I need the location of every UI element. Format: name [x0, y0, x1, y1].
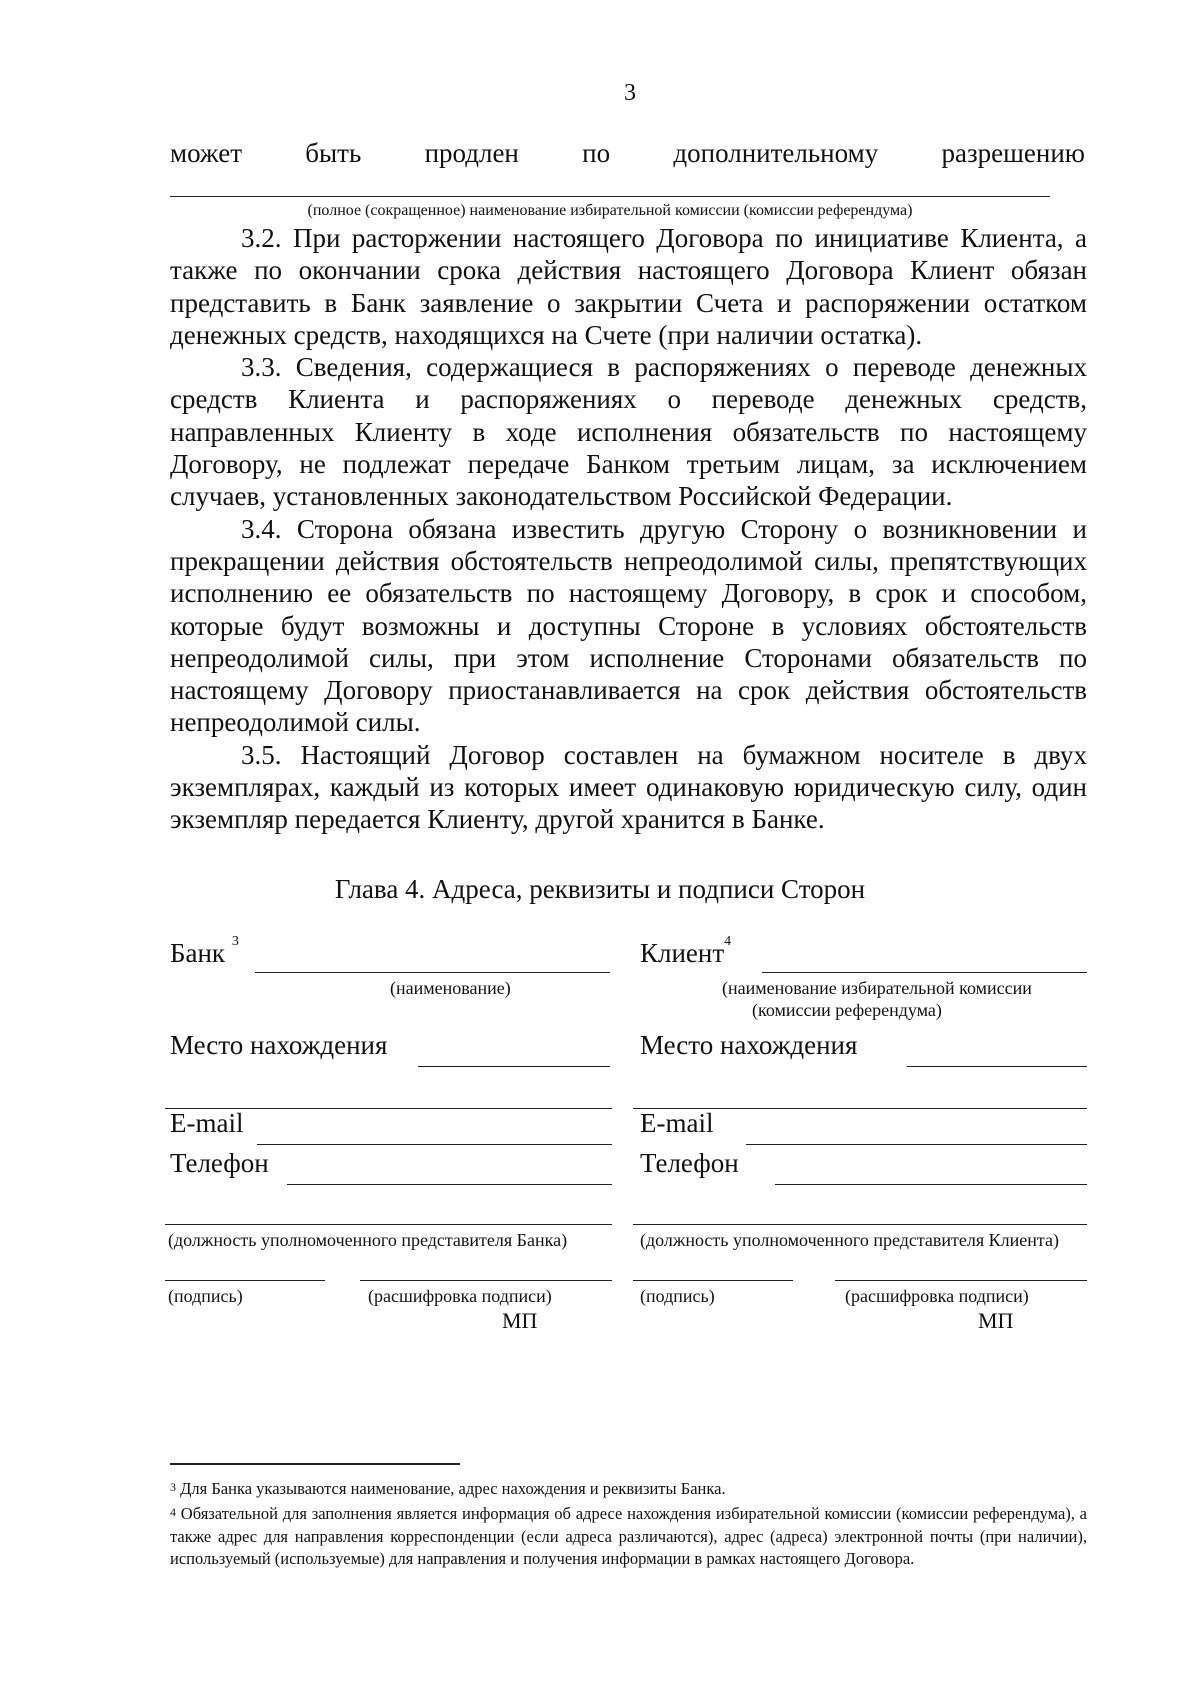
- client-decryption-caption: (расшифровка подписи): [845, 1286, 1029, 1306]
- word: по: [582, 138, 611, 168]
- footnote-4: $^4$ Обязательной для заполнения является информация об адресе нахождения избирательной комиссии (комиссии референдума), а также адрес для направления корреспонденции (если адреса различаются), адрес (адреса) электронной почты (при наличии), используемый (используемые) для направления и получения информации в рамках настоящего Договора.: [170, 1504, 1087, 1568]
- bank-phone-line: [287, 1184, 612, 1185]
- paragraph-3-5: 3.5. Настоящий Договор составлен на бумажном носителе в двух экземплярах, каждый из которых имеет одинаковую юридическую силу, один экземпляр передается Клиенту, другой хранится в Банке.: [170, 739, 1087, 835]
- page-number: 3: [624, 80, 636, 106]
- client-phone-line: [775, 1184, 1087, 1185]
- client-name-caption-2: (комиссии референдума): [752, 1000, 942, 1020]
- client-email-label: E-mail: [640, 1108, 714, 1138]
- bank-signature-line: [165, 1280, 325, 1281]
- word: дополнительному: [673, 138, 879, 168]
- word: продлен: [424, 138, 519, 168]
- client-name-line: [762, 972, 1087, 973]
- bank-email-line: [257, 1144, 612, 1145]
- client-position-line: [633, 1224, 1087, 1225]
- footnote-3: $^3$ Для Банка указываются наименование, адрес нахождения и реквизиты Банка.: [170, 1479, 726, 1498]
- client-location-line: [907, 1066, 1087, 1067]
- client-position-caption: (должность уполномоченного представителя Клиента): [640, 1230, 1059, 1250]
- bank-location-label: Место нахождения: [170, 1030, 388, 1060]
- bank-signature-caption: (подпись): [168, 1286, 243, 1306]
- bank-decryption-line: [360, 1280, 612, 1281]
- bank-email-label: E-mail: [170, 1108, 244, 1138]
- client-signature-line: [633, 1280, 793, 1281]
- bank-label: Банк $^3$: [170, 934, 239, 968]
- client-label: Клиент$^4$: [640, 934, 732, 968]
- word: быть: [305, 138, 362, 168]
- bank-decryption-caption: (расшифровка подписи): [368, 1286, 552, 1306]
- client-phone-label: Телефон: [640, 1148, 739, 1178]
- client-email-line: [746, 1144, 1087, 1145]
- client-name-caption-1: (наименование избирательной комиссии: [722, 978, 1032, 998]
- client-decryption-line: [835, 1280, 1087, 1281]
- bank-seal-mark: МП: [502, 1308, 538, 1333]
- paragraph-3-4: 3.4. Сторона обязана известить другую Сторону о возникновении и прекращении действия обстоятельств непреодолимой силы, препятствующих исполнению ее обязательств по настоящему Договору, в срок и способом, которые будут возможны и доступны Стороне в условиях обстоятельств непреодолимой силы, при этом исполнение Сторонами обязательств по настоящему Договору приостанавливается на срок действия обстоятельств непреодолимой силы.: [170, 513, 1087, 738]
- commission-name-caption: (полное (сокращенное) наименование избирательной комиссии (комиссии референдума): [307, 202, 913, 219]
- bank-location-line: [418, 1066, 610, 1067]
- footnote-ref-4: 4: [724, 934, 732, 949]
- paragraph-3-2: 3.2. При расторжении настоящего Договора по инициативе Клиента, а также по окончании срока действия настоящего Договора Клиент обязан представить в Банк заявление о закрытии Счета и распоряжении остатком денежных средств, находящихся на Счете (при наличии остатка).: [170, 223, 1087, 350]
- client-seal-mark: МП: [978, 1308, 1014, 1333]
- document-body: [170, 222, 1087, 836]
- footnote-rule: [170, 1463, 460, 1465]
- word: может: [170, 138, 242, 168]
- client-signature-caption: (подпись): [640, 1286, 715, 1306]
- client-location-label: Место нахождения: [640, 1030, 858, 1060]
- continuation-line: [170, 138, 1085, 169]
- bank-position-line: [165, 1224, 612, 1225]
- commission-name-line: [170, 196, 1050, 197]
- bank-phone-label: Телефон: [170, 1148, 269, 1178]
- bank-position-caption: (должность уполномоченного представителя Банка): [168, 1230, 568, 1250]
- bank-name-caption: (наименование): [390, 978, 511, 998]
- chapter-title: Глава 4. Адреса, реквизиты и подписи Сторон: [334, 874, 866, 904]
- paragraph-3-3: 3.3. Сведения, содержащиеся в распоряжениях о переводе денежных средств Клиента и распоряжениях о переводе денежных средств, направленных Клиенту в ходе исполнения обязательств по настоящему Договору, не подлежат передаче Банком третьим лицам, за исключением случаев, установленных законодательством Российской Федерации.: [170, 352, 1087, 512]
- word: разрешению: [941, 138, 1085, 168]
- footnote-ref-3: 3: [231, 934, 239, 949]
- bank-name-line: [255, 972, 610, 973]
